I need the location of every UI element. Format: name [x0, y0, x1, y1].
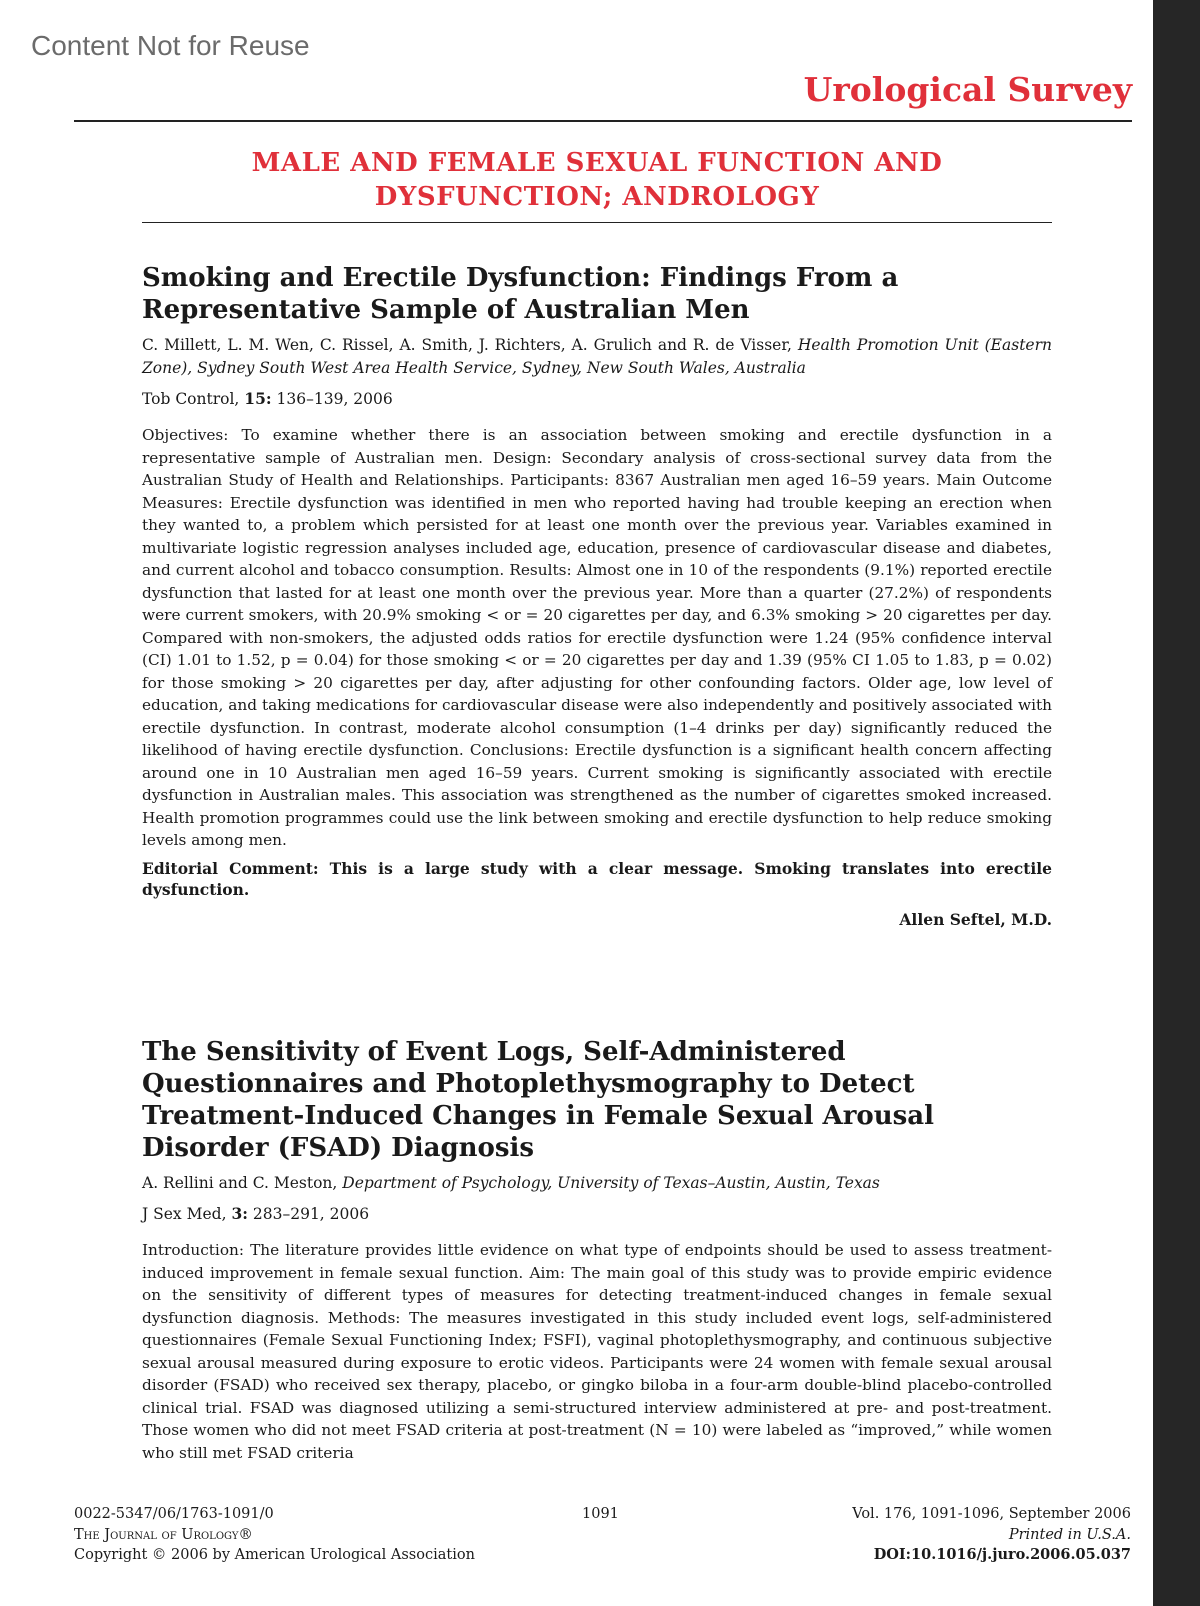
footer-copyright: Copyright © 2006 by American Urological Association	[74, 1547, 475, 1563]
footer-issn: 0022-5347/06/1763-1091/0	[74, 1506, 274, 1522]
footer-right	[852, 1504, 1131, 1566]
page-number: 1091	[582, 1506, 619, 1522]
viewer-side-panel	[1153, 0, 1200, 1606]
citation-journal: Tob Control,	[142, 390, 240, 408]
article-authors	[142, 1172, 1052, 1195]
author-names: A. Rellini and C. Meston,	[142, 1174, 338, 1192]
article-2	[142, 1036, 1052, 1470]
footer-journal: The Journal of Urology®	[74, 1526, 253, 1543]
editorial-comment: Editorial Comment: This is a large study with a clear message. Smoking translates into erectile dysfunction.	[142, 858, 1052, 899]
journal-section-title: Urological Survey	[803, 70, 1132, 109]
footer-printed: Printed in U.S.A.	[1008, 1526, 1131, 1543]
footer-left	[74, 1504, 475, 1566]
article-citation	[142, 1203, 1052, 1225]
watermark: Content Not for Reuse	[31, 30, 310, 61]
article-title: The Sensitivity of Event Logs, Self-Administered Questionnaires and Photoplethysmography to Detect Treatment-Induced Changes in Female Sexual Arousal Disorder (FSAD) Diagnosis	[142, 1037, 935, 1163]
citation-volume: 3:	[231, 1204, 248, 1223]
author-affiliation: Health Promotion Unit (Eastern Zone), Sydney South West Area Health Service, Sydney, New South Wales, Australia	[142, 336, 1052, 377]
citation-volume: 15:	[244, 389, 272, 408]
article-citation	[142, 388, 1052, 410]
author-names: C. Millett, L. M. Wen, C. Rissel, A. Smith, J. Richters, A. Grulich and R. de Visser,	[142, 336, 792, 354]
category-rule	[142, 222, 1052, 223]
citation-pages: 283–291, 2006	[252, 1205, 370, 1223]
citation-pages: 136–139, 2006	[276, 390, 393, 408]
article-abstract: Introduction: The literature provides little evidence on what type of endpoints should be used to assess treatment-induced improvement in female sexual function. Aim: The main goal of this study was to provide empiric evidence on the sensitivity of different types of measures for detecting treatment-induced changes in female sexual dysfunction diagnosis. Methods: The measures investigated in this study included event logs, self-administered questionnaires (Female Sexual Functioning Index; FSFI), vaginal photoplethysmography, and continuous subjective sexual arousal measured during exposure to erotic videos. Participants were 24 women with female sexual arousal disorder (FSAD) who received sex therapy, placebo, or gingko biloba in a four-arm double-blind placebo-controlled clinical trial. FSAD was diagnosed utilizing a semi-structured interview administered at pre- and post-treatment. Those women who did not meet FSAD criteria at post-treatment (N = 10) were labeled as “improved,” while women who still met FSAD criteria	[142, 1241, 1052, 1462]
citation-journal: J Sex Med,	[142, 1205, 227, 1223]
footer-doi: DOI:10.1016/j.juro.2006.05.037	[873, 1546, 1131, 1563]
article-authors	[142, 334, 1052, 380]
article-abstract: Objectives: To examine whether there is an association between smoking and erectile dysfunction in a representative sample of Australian men. Design: Secondary analysis of cross-sectional survey data from the Australian Study of Health and Relationships. Participants: 8367 Australian men aged 16–59 years. Main Outcome Measures: Erectile dysfunction was identified in men who reported having had trouble keeping an erection when they wanted to, a problem which persisted for at least one month over the previous year. Variables examined in multivariate logistic regression analyses included age, education, presence of cardiovascular disease and diabetes, and current alcohol and tobacco consumption. Results: Almost one in 10 of the respondents (9.1%) reported erectile dysfunction that lasted for at least one month over the previous year. More than a quarter (27.2%) of respondents were current smokers, with 20.9% smoking < or = 20 cigarettes per day, and 6.3% smoking > 20 cigarettes per day. Compared with non-smokers, the adjusted odds ratios for erectile dysfunction were 1.24 (95% confidence interval (CI) 1.01 to 1.52, p = 0.04) for those smoking < or = 20 cigarettes per day and 1.39 (95% CI 1.05 to 1.83, p = 0.02) for those smoking > 20 cigarettes per day, after adjusting for other confounding factors. Older age, low level of education, and taking medications for cardiovascular disease were also independently and positively associated with erectile dysfunction. In contrast, moderate alcohol consumption (1–4 drinks per day) significantly reduced the likelihood of having erectile dysfunction. Conclusions: Erectile dysfunction is a significant health concern affecting around one in 10 Australian men aged 16–59 years. Current smoking is significantly associated with erectile dysfunction in Australian males. This association was strengthened as the number of cigarettes smoked increased. Health promotion programmes could use the link between smoking and erectile dysfunction to help reduce smoking levels among men.	[142, 426, 1052, 849]
footer-volume: Vol. 176, 1091-1096, September 2006	[852, 1506, 1131, 1522]
header-rule	[74, 120, 1132, 122]
article-title: Smoking and Erectile Dysfunction: Findings From a Representative Sample of Australian Men	[142, 263, 899, 325]
comment-author: Allen Seftel, M.D.	[899, 909, 1052, 929]
article-1	[142, 262, 1052, 929]
category-heading: MALE AND FEMALE SEXUAL FUNCTION AND DYSFUNCTION; ANDROLOGY	[251, 148, 943, 212]
author-affiliation: Department of Psychology, University of Texas–Austin, Austin, Texas	[342, 1174, 880, 1192]
